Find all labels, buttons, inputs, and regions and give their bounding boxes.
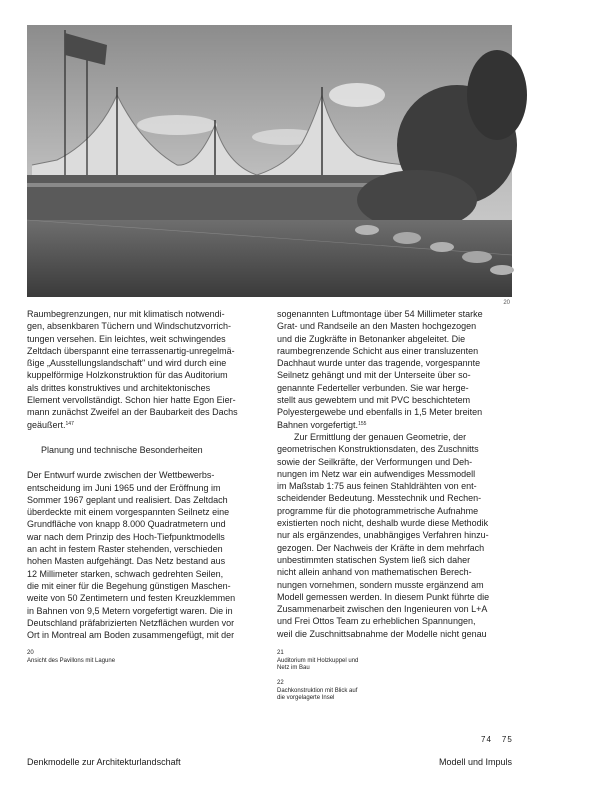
text-line: in Bahnen von 9,5 Metern vorgefertigt waren. Die in <box>27 605 233 616</box>
pavilion-photo <box>27 25 512 306</box>
text-line: geometrischen Konstruktionsdaten, des Zuschnitts <box>277 444 479 455</box>
text-line: Dachhaut wurde unter das tragende, vorgespannte <box>277 358 481 369</box>
text-line: existierten noch nicht, deshalb wurde diese Methodik <box>277 518 489 529</box>
text-line: die mit einer für die Begehung günstigen Maschen- <box>27 580 231 591</box>
text-line: überdeckte mit einem vorgespannten Seilnetz eine <box>27 507 230 518</box>
left-paragraph-1 <box>27 308 263 431</box>
left-paragraph-2 <box>27 469 263 641</box>
text-line: scheidender Bedeutung. Messtechnik und Rechen- <box>277 493 482 504</box>
text-line: und Frei Ottos Team zu erheblichen Spannungen, <box>277 616 476 627</box>
text-line: gezogen. Der Nachweis der Kräfte in dem mehrfach <box>277 542 485 553</box>
text-line: nur als ergänzendes, unabhängiges Verfahren hinzu- <box>277 530 489 541</box>
text-line: Raumbegrenzungen, nur mit klimatisch notwendi- <box>27 309 225 319</box>
text-line: Element vervollständigt. Schon hier hatte Egon Eier- <box>27 395 236 406</box>
text-line: Seilnetz gehängt und mit der Unterseite über so- <box>277 370 471 381</box>
text-line: programme für die photogrammetrische Aufnahme <box>277 505 479 516</box>
caption-number: 21 <box>277 650 284 656</box>
text-line: Zur Ermittlung der genauen Geometrie, der <box>294 431 467 442</box>
text-line: unbestimmten statischen System ließ sich daher <box>277 554 471 565</box>
text-line: Der Entwurf wurde zwischen der Wettbewerbs- <box>27 470 215 481</box>
text-line: nungen im Netz war ein aufwendiges Messmodell <box>277 468 476 479</box>
text-line: weite von 50 Zentimetern und festen Kreuzklemmen <box>27 593 236 604</box>
text-line: Zeltdach überspannt eine terrassenartig-unregelmä- <box>27 345 235 356</box>
text-line: Modell gemessen werden. In diesem Punkt führte die <box>277 591 490 602</box>
photo-figure-number: 20 <box>503 300 510 306</box>
text-line: sowie der Seilkräfte, der Verformungen und Deh- <box>277 456 473 467</box>
text-line: Bahnen vorgefertigt. <box>277 419 359 430</box>
caption-20 <box>27 650 227 665</box>
caption-text: Dachkonstruktion mit Blick auf <box>277 687 358 694</box>
text-line: geäußert. <box>27 419 66 430</box>
text-line: Ort in Montreal am Boden zusammengefügt, mit der <box>27 630 235 641</box>
section-heading: Planung und technische Besonderheiten <box>41 444 203 455</box>
text-line: Grundfläche von knapp 8.000 Quadratmetern und <box>27 519 226 530</box>
footnote-ref: 147 <box>65 420 74 427</box>
text-line: Polyestergewebe und ebenfalls in 1,5 Meter breiten <box>277 407 483 418</box>
page-numbers <box>481 735 513 744</box>
caption-text: die vorgelagerte Insel <box>277 695 335 702</box>
text-line: Deutschland präfabrizierten Netzflächen wurden vor <box>27 617 235 628</box>
text-line: Sommer 1967 geplant und realisiert. Das Zeltdach <box>27 494 228 505</box>
running-footer-right: Modell und Impuls <box>438 757 512 767</box>
page-number-left: 74 <box>481 735 492 744</box>
text-line: entscheidung im Juni 1965 und der Eröffnung im <box>27 482 221 493</box>
text-line: sogenannten Luftmontage über 54 Millimeter starke <box>277 309 483 319</box>
right-paragraph-1 <box>277 308 517 431</box>
text-line: nungen vornehmen, sondern musste ergänzend am <box>277 579 484 590</box>
running-footer-left: Denkmodelle zur Architekturlandschaft <box>27 757 181 767</box>
text-line: und die Zugkräfte in Betonanker abgeleitet. Die <box>277 333 466 344</box>
text-line: weil die Zuschnittsabnahme der Modelle nicht genau <box>277 628 487 639</box>
caption-22 <box>277 680 477 703</box>
text-line: war nach dem Prinzip des Hoch-Tiefpunktmodells <box>27 531 225 542</box>
text-line: stellt aus gewebtem und mit PVC beschichtetem <box>277 395 471 406</box>
caption-21 <box>277 650 477 673</box>
pavilion-photo-graphic <box>27 25 512 297</box>
text-line: gen, absenkbaren Tüchern und Windschutzvorrich- <box>27 321 231 332</box>
text-line: Zusammenarbeit zwischen den Ingenieuren von L+A <box>277 604 488 615</box>
text-line: 12 Millimeter starken, schwach gedrehten Seilen, <box>27 568 224 579</box>
text-line: als drittes konstruktives und architektonisches <box>27 382 211 393</box>
text-line: kuppelförmige Holzkonstruktion für das Auditorium <box>27 370 228 381</box>
footnote-ref: 155 <box>358 420 367 427</box>
left-column <box>27 308 263 641</box>
text-line: hohen Masten aufgehängt. Das Netz bestand aus <box>27 556 226 567</box>
caption-text: Ansicht des Pavillons mit Lagune <box>27 657 116 664</box>
text-line: ßige „Ausstellungslandschaft" und wird durch eine <box>27 358 227 369</box>
caption-text: Netz im Bau <box>277 665 310 672</box>
text-line: tungen versehen. Ein leichtes, weit schwingendes <box>27 333 226 344</box>
caption-number: 22 <box>277 680 284 686</box>
text-line: genannte Federteller verbunden. Sie war herge- <box>277 382 469 393</box>
right-column <box>277 308 517 640</box>
page-number-right: 75 <box>501 735 513 744</box>
text-line: nicht allein anhand von mathematischen Berech- <box>277 567 472 578</box>
caption-text: Auditorium mit Holzkuppel und <box>277 657 359 664</box>
right-paragraph-2 <box>277 431 517 640</box>
text-line: Grat- und Randseile an den Masten hochgezogen <box>277 321 477 332</box>
text-line: an acht in festem Raster stehenden, verschieden <box>27 544 223 555</box>
text-line: raumbegrenzende Schicht aus einer transluzenten <box>277 345 479 356</box>
text-line: im Maßstab 1:75 aus feinen Stahldrähten von ent- <box>277 481 477 492</box>
caption-number: 20 <box>27 650 34 656</box>
text-line: mann zunächst Zweifel an der Baubarkeit des Dachs <box>27 407 238 418</box>
